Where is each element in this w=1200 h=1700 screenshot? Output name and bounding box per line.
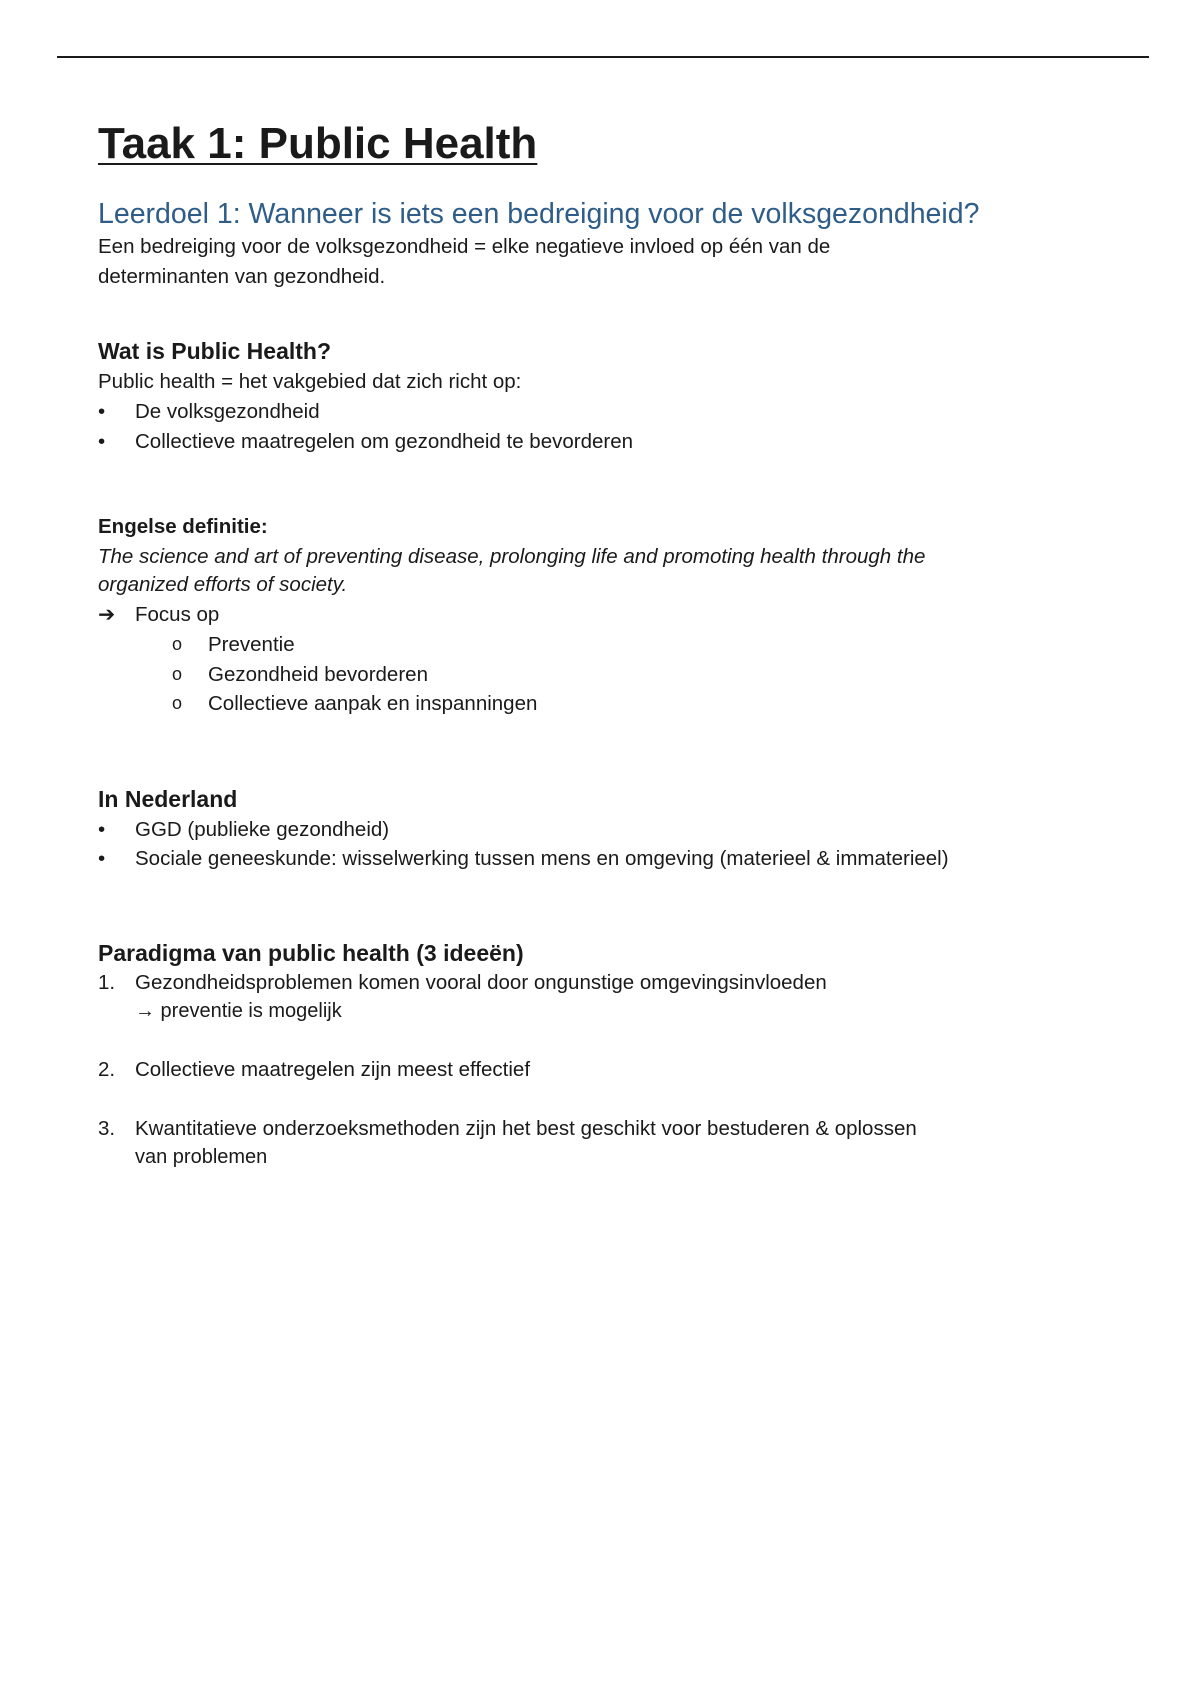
bullet-icon: • xyxy=(98,847,106,870)
wat-is-intro: Public health = het vakgebied dat zich richt op: xyxy=(98,370,522,393)
paradigma-heading: Paradigma van public health (3 ideeën) xyxy=(98,939,524,966)
section-paradigma xyxy=(98,937,1098,1171)
leerdoel-text-line1: Een bedreiging voor de volksgezondheid = elke negatieve invloed op één van de xyxy=(98,235,831,258)
list-item: 3. Kwantitatieve onderzoeksmethoden zijn het best geschikt voor bestuderen & oplossen van problemen xyxy=(98,1116,917,1168)
circle-bullet-icon: o xyxy=(172,663,183,684)
engelse-definition-line2: organized efforts of society. xyxy=(98,573,348,596)
list-number: 1. xyxy=(98,970,116,994)
circle-bullet-icon: o xyxy=(172,634,183,654)
list-item: 1. Gezondheidsproblemen komen vooral door ongunstige omgevingsinvloeden → preventie is mogelijk xyxy=(98,970,827,1022)
engelse-definition-line1: The science and art of preventing disease, prolonging life and promoting health through the xyxy=(98,545,926,568)
list-item: o Preventie xyxy=(172,630,1098,660)
bullet-icon: • xyxy=(98,400,106,423)
list-item: • Collectieve maatregelen om gezondheid te bevorderen xyxy=(98,427,1098,457)
leerdoel-text-line2: determinanten van gezondheid. xyxy=(98,265,386,288)
page-title: Taak 1: Public Health xyxy=(98,119,538,168)
wat-is-heading: Wat is Public Health? xyxy=(98,338,332,364)
section-wat-is xyxy=(98,335,1098,456)
section-nederland xyxy=(98,783,1098,874)
list-number: 2. xyxy=(98,1057,116,1081)
list-item: o Gezondheid bevorderen xyxy=(172,660,1098,690)
section-engelse-definitie xyxy=(98,511,1098,719)
circle-bullet-icon: o xyxy=(172,693,183,713)
engelse-heading: Engelse definitie: xyxy=(98,515,268,538)
nederland-list xyxy=(98,815,1098,874)
focus-label: Focus op xyxy=(135,603,220,626)
focus-list xyxy=(98,630,1098,719)
wat-is-list xyxy=(98,397,1098,456)
focus-line xyxy=(98,599,1098,630)
arrow-icon: ➔ xyxy=(98,603,116,626)
document-page xyxy=(98,114,1098,1202)
list-item: o Collectieve aanpak en inspanningen xyxy=(172,689,1098,719)
nederland-heading: In Nederland xyxy=(98,785,238,812)
bullet-icon: • xyxy=(98,817,106,841)
paradigma-list xyxy=(98,969,1098,1171)
leerdoel-heading: Leerdoel 1: Wanneer is iets een bedreiging voor de volksgezondheid? xyxy=(98,198,980,230)
list-item: • Sociale geneeskunde: wisselwerking tussen mens en omgeving (materieel & immaterieel) xyxy=(98,844,1098,874)
header-rule xyxy=(57,56,1149,58)
bullet-icon: • xyxy=(98,429,106,453)
list-item: 2. Collectieve maatregelen zijn meest effectief xyxy=(98,1056,1098,1084)
list-item: • De volksgezondheid xyxy=(98,397,1098,427)
list-number: 3. xyxy=(98,1116,116,1140)
list-item: • GGD (publieke gezondheid) xyxy=(98,815,1098,845)
